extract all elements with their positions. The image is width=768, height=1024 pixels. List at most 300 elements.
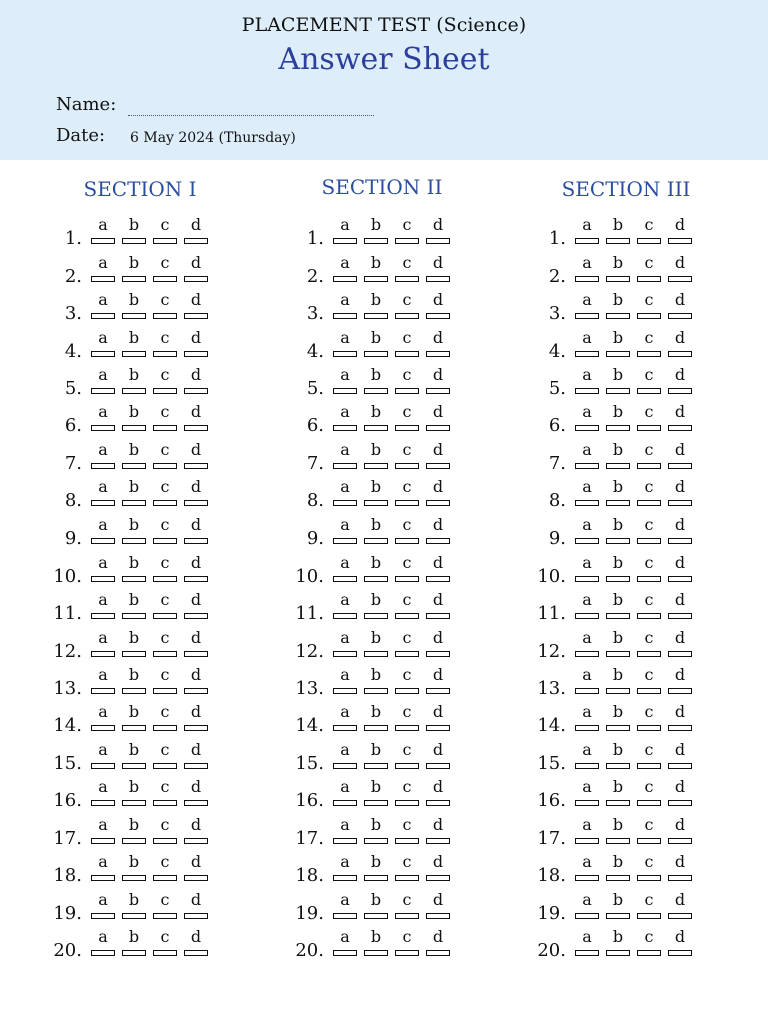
- answer-option-b[interactable]: [364, 667, 388, 697]
- answer-bubble[interactable]: [575, 276, 599, 282]
- answer-bubble[interactable]: [575, 913, 599, 919]
- answer-option-b[interactable]: [606, 592, 630, 622]
- answer-bubble[interactable]: [364, 238, 388, 244]
- answer-bubble[interactable]: [637, 950, 661, 956]
- answer-bubble[interactable]: [153, 688, 177, 694]
- answer-bubble[interactable]: [637, 800, 661, 806]
- answer-bubble[interactable]: [333, 425, 357, 431]
- answer-option-b[interactable]: [606, 517, 630, 547]
- answer-option-b[interactable]: [364, 442, 388, 472]
- answer-option-b[interactable]: [364, 479, 388, 509]
- answer-option-d[interactable]: [668, 592, 692, 622]
- answer-bubble[interactable]: [426, 651, 450, 657]
- answer-option-d[interactable]: [668, 704, 692, 734]
- answer-option-d[interactable]: [426, 442, 450, 472]
- answer-bubble[interactable]: [395, 538, 419, 544]
- answer-bubble[interactable]: [668, 913, 692, 919]
- answer-option-d[interactable]: [668, 630, 692, 660]
- answer-option-b[interactable]: [364, 817, 388, 847]
- answer-bubble[interactable]: [606, 425, 630, 431]
- answer-bubble[interactable]: [122, 800, 146, 806]
- answer-bubble[interactable]: [668, 651, 692, 657]
- answer-bubble[interactable]: [153, 425, 177, 431]
- answer-option-d[interactable]: [426, 779, 450, 809]
- answer-option-b[interactable]: [364, 929, 388, 959]
- answer-option-b[interactable]: [122, 367, 146, 397]
- answer-option-b[interactable]: [606, 555, 630, 585]
- answer-bubble[interactable]: [606, 463, 630, 469]
- answer-option-d[interactable]: [426, 517, 450, 547]
- answer-bubble[interactable]: [575, 500, 599, 506]
- answer-option-a[interactable]: [91, 817, 115, 847]
- answer-option-a[interactable]: [575, 255, 599, 285]
- answer-bubble[interactable]: [333, 538, 357, 544]
- answer-bubble[interactable]: [426, 463, 450, 469]
- answer-bubble[interactable]: [575, 613, 599, 619]
- answer-option-a[interactable]: [333, 592, 357, 622]
- answer-bubble[interactable]: [395, 875, 419, 881]
- answer-option-d[interactable]: [668, 555, 692, 585]
- answer-option-b[interactable]: [364, 292, 388, 322]
- answer-option-a[interactable]: [91, 255, 115, 285]
- answer-bubble[interactable]: [91, 388, 115, 394]
- answer-bubble[interactable]: [668, 500, 692, 506]
- answer-option-c[interactable]: [395, 779, 419, 809]
- answer-option-a[interactable]: [91, 667, 115, 697]
- answer-option-d[interactable]: [184, 929, 208, 959]
- answer-bubble[interactable]: [184, 950, 208, 956]
- answer-bubble[interactable]: [122, 913, 146, 919]
- answer-option-a[interactable]: [575, 854, 599, 884]
- answer-option-d[interactable]: [184, 330, 208, 360]
- answer-bubble[interactable]: [122, 651, 146, 657]
- answer-bubble[interactable]: [91, 313, 115, 319]
- answer-option-b[interactable]: [364, 555, 388, 585]
- answer-bubble[interactable]: [637, 313, 661, 319]
- answer-option-d[interactable]: [668, 479, 692, 509]
- answer-option-b[interactable]: [122, 817, 146, 847]
- answer-bubble[interactable]: [91, 538, 115, 544]
- answer-bubble[interactable]: [606, 838, 630, 844]
- answer-bubble[interactable]: [364, 276, 388, 282]
- answer-option-a[interactable]: [91, 367, 115, 397]
- answer-option-d[interactable]: [184, 367, 208, 397]
- answer-bubble[interactable]: [395, 651, 419, 657]
- answer-bubble[interactable]: [153, 875, 177, 881]
- answer-option-a[interactable]: [575, 892, 599, 922]
- answer-option-b[interactable]: [122, 330, 146, 360]
- answer-option-a[interactable]: [91, 854, 115, 884]
- answer-option-c[interactable]: [395, 217, 419, 247]
- answer-option-b[interactable]: [364, 367, 388, 397]
- answer-bubble[interactable]: [637, 913, 661, 919]
- answer-bubble[interactable]: [575, 538, 599, 544]
- answer-option-b[interactable]: [606, 892, 630, 922]
- answer-bubble[interactable]: [364, 500, 388, 506]
- answer-option-b[interactable]: [364, 892, 388, 922]
- answer-bubble[interactable]: [637, 725, 661, 731]
- answer-option-c[interactable]: [395, 892, 419, 922]
- answer-bubble[interactable]: [395, 425, 419, 431]
- answer-bubble[interactable]: [395, 838, 419, 844]
- answer-bubble[interactable]: [668, 875, 692, 881]
- answer-option-a[interactable]: [575, 929, 599, 959]
- answer-option-a[interactable]: [575, 592, 599, 622]
- answer-option-c[interactable]: [153, 367, 177, 397]
- answer-option-c[interactable]: [153, 892, 177, 922]
- answer-bubble[interactable]: [606, 276, 630, 282]
- answer-option-d[interactable]: [184, 479, 208, 509]
- answer-bubble[interactable]: [364, 763, 388, 769]
- answer-option-a[interactable]: [333, 367, 357, 397]
- answer-bubble[interactable]: [333, 725, 357, 731]
- answer-option-c[interactable]: [637, 667, 661, 697]
- answer-bubble[interactable]: [333, 913, 357, 919]
- answer-bubble[interactable]: [184, 425, 208, 431]
- answer-option-b[interactable]: [364, 779, 388, 809]
- answer-bubble[interactable]: [668, 276, 692, 282]
- answer-bubble[interactable]: [637, 500, 661, 506]
- answer-bubble[interactable]: [91, 800, 115, 806]
- answer-bubble[interactable]: [153, 613, 177, 619]
- answer-bubble[interactable]: [184, 913, 208, 919]
- answer-option-c[interactable]: [637, 367, 661, 397]
- answer-bubble[interactable]: [91, 651, 115, 657]
- answer-option-b[interactable]: [122, 892, 146, 922]
- answer-bubble[interactable]: [575, 238, 599, 244]
- answer-option-c[interactable]: [637, 292, 661, 322]
- answer-option-d[interactable]: [668, 255, 692, 285]
- answer-bubble[interactable]: [668, 838, 692, 844]
- answer-option-d[interactable]: [184, 592, 208, 622]
- answer-option-a[interactable]: [91, 442, 115, 472]
- answer-option-c[interactable]: [637, 742, 661, 772]
- answer-bubble[interactable]: [333, 613, 357, 619]
- answer-option-c[interactable]: [153, 442, 177, 472]
- answer-option-d[interactable]: [426, 667, 450, 697]
- answer-option-c[interactable]: [395, 742, 419, 772]
- answer-option-a[interactable]: [91, 779, 115, 809]
- answer-bubble[interactable]: [153, 576, 177, 582]
- answer-bubble[interactable]: [606, 763, 630, 769]
- answer-option-a[interactable]: [91, 929, 115, 959]
- answer-bubble[interactable]: [668, 313, 692, 319]
- answer-option-a[interactable]: [333, 479, 357, 509]
- answer-bubble[interactable]: [91, 425, 115, 431]
- answer-bubble[interactable]: [122, 538, 146, 544]
- answer-option-c[interactable]: [637, 704, 661, 734]
- answer-option-c[interactable]: [153, 404, 177, 434]
- answer-option-a[interactable]: [575, 442, 599, 472]
- answer-bubble[interactable]: [637, 613, 661, 619]
- answer-option-a[interactable]: [575, 367, 599, 397]
- answer-bubble[interactable]: [91, 351, 115, 357]
- answer-bubble[interactable]: [122, 313, 146, 319]
- answer-option-a[interactable]: [575, 479, 599, 509]
- answer-option-b[interactable]: [122, 592, 146, 622]
- answer-bubble[interactable]: [668, 688, 692, 694]
- answer-bubble[interactable]: [606, 875, 630, 881]
- answer-bubble[interactable]: [153, 388, 177, 394]
- answer-bubble[interactable]: [395, 613, 419, 619]
- answer-option-b[interactable]: [606, 667, 630, 697]
- answer-option-d[interactable]: [426, 404, 450, 434]
- answer-option-c[interactable]: [395, 404, 419, 434]
- answer-option-d[interactable]: [426, 292, 450, 322]
- answer-option-d[interactable]: [668, 517, 692, 547]
- answer-option-c[interactable]: [395, 630, 419, 660]
- answer-option-d[interactable]: [426, 630, 450, 660]
- answer-bubble[interactable]: [184, 838, 208, 844]
- answer-option-c[interactable]: [153, 255, 177, 285]
- answer-option-d[interactable]: [426, 217, 450, 247]
- answer-bubble[interactable]: [575, 875, 599, 881]
- answer-option-a[interactable]: [91, 517, 115, 547]
- answer-bubble[interactable]: [333, 950, 357, 956]
- answer-bubble[interactable]: [637, 351, 661, 357]
- answer-bubble[interactable]: [606, 913, 630, 919]
- answer-bubble[interactable]: [364, 463, 388, 469]
- answer-bubble[interactable]: [668, 463, 692, 469]
- answer-bubble[interactable]: [184, 613, 208, 619]
- answer-bubble[interactable]: [153, 463, 177, 469]
- answer-option-b[interactable]: [606, 217, 630, 247]
- answer-bubble[interactable]: [153, 838, 177, 844]
- answer-option-d[interactable]: [668, 779, 692, 809]
- answer-option-c[interactable]: [153, 217, 177, 247]
- answer-bubble[interactable]: [184, 725, 208, 731]
- answer-option-c[interactable]: [395, 592, 419, 622]
- answer-bubble[interactable]: [122, 688, 146, 694]
- answer-option-c[interactable]: [637, 892, 661, 922]
- answer-option-c[interactable]: [153, 667, 177, 697]
- answer-option-a[interactable]: [91, 404, 115, 434]
- answer-bubble[interactable]: [122, 613, 146, 619]
- answer-option-c[interactable]: [153, 817, 177, 847]
- answer-option-b[interactable]: [122, 404, 146, 434]
- answer-bubble[interactable]: [395, 276, 419, 282]
- answer-option-b[interactable]: [122, 517, 146, 547]
- answer-option-a[interactable]: [575, 742, 599, 772]
- answer-option-a[interactable]: [91, 479, 115, 509]
- answer-option-b[interactable]: [122, 555, 146, 585]
- answer-bubble[interactable]: [637, 276, 661, 282]
- answer-option-a[interactable]: [575, 404, 599, 434]
- answer-bubble[interactable]: [606, 688, 630, 694]
- answer-bubble[interactable]: [668, 576, 692, 582]
- answer-bubble[interactable]: [333, 838, 357, 844]
- answer-option-c[interactable]: [637, 779, 661, 809]
- answer-bubble[interactable]: [395, 913, 419, 919]
- answer-option-b[interactable]: [122, 704, 146, 734]
- answer-option-d[interactable]: [426, 704, 450, 734]
- answer-option-a[interactable]: [333, 630, 357, 660]
- answer-option-c[interactable]: [395, 854, 419, 884]
- answer-bubble[interactable]: [606, 500, 630, 506]
- answer-option-c[interactable]: [395, 667, 419, 697]
- answer-bubble[interactable]: [153, 725, 177, 731]
- answer-option-c[interactable]: [153, 854, 177, 884]
- answer-bubble[interactable]: [575, 950, 599, 956]
- answer-option-b[interactable]: [606, 630, 630, 660]
- answer-option-a[interactable]: [333, 704, 357, 734]
- answer-option-d[interactable]: [426, 479, 450, 509]
- answer-option-b[interactable]: [364, 592, 388, 622]
- answer-bubble[interactable]: [364, 613, 388, 619]
- answer-bubble[interactable]: [364, 838, 388, 844]
- answer-option-d[interactable]: [426, 367, 450, 397]
- answer-bubble[interactable]: [668, 725, 692, 731]
- answer-bubble[interactable]: [333, 651, 357, 657]
- answer-bubble[interactable]: [122, 725, 146, 731]
- answer-option-c[interactable]: [637, 817, 661, 847]
- answer-option-d[interactable]: [184, 854, 208, 884]
- answer-option-c[interactable]: [395, 817, 419, 847]
- answer-bubble[interactable]: [333, 875, 357, 881]
- answer-option-c[interactable]: [153, 517, 177, 547]
- answer-option-d[interactable]: [668, 667, 692, 697]
- answer-option-a[interactable]: [333, 330, 357, 360]
- answer-bubble[interactable]: [364, 950, 388, 956]
- answer-option-d[interactable]: [184, 704, 208, 734]
- answer-option-b[interactable]: [606, 929, 630, 959]
- answer-bubble[interactable]: [426, 238, 450, 244]
- answer-option-a[interactable]: [91, 630, 115, 660]
- answer-option-b[interactable]: [364, 742, 388, 772]
- answer-bubble[interactable]: [668, 351, 692, 357]
- answer-bubble[interactable]: [364, 800, 388, 806]
- answer-option-a[interactable]: [333, 929, 357, 959]
- answer-option-c[interactable]: [395, 929, 419, 959]
- answer-option-a[interactable]: [575, 217, 599, 247]
- answer-bubble[interactable]: [606, 800, 630, 806]
- answer-option-a[interactable]: [575, 517, 599, 547]
- answer-bubble[interactable]: [364, 651, 388, 657]
- answer-bubble[interactable]: [153, 538, 177, 544]
- answer-option-d[interactable]: [184, 292, 208, 322]
- answer-option-c[interactable]: [395, 704, 419, 734]
- answer-bubble[interactable]: [184, 576, 208, 582]
- answer-bubble[interactable]: [122, 500, 146, 506]
- answer-option-c[interactable]: [637, 330, 661, 360]
- answer-option-d[interactable]: [184, 892, 208, 922]
- answer-bubble[interactable]: [637, 463, 661, 469]
- answer-bubble[interactable]: [395, 388, 419, 394]
- answer-bubble[interactable]: [575, 463, 599, 469]
- answer-option-a[interactable]: [333, 667, 357, 697]
- answer-option-c[interactable]: [153, 742, 177, 772]
- answer-bubble[interactable]: [91, 838, 115, 844]
- answer-bubble[interactable]: [91, 725, 115, 731]
- answer-option-c[interactable]: [637, 592, 661, 622]
- answer-bubble[interactable]: [575, 425, 599, 431]
- answer-option-a[interactable]: [91, 555, 115, 585]
- answer-bubble[interactable]: [426, 950, 450, 956]
- answer-bubble[interactable]: [91, 688, 115, 694]
- answer-bubble[interactable]: [333, 238, 357, 244]
- answer-bubble[interactable]: [333, 500, 357, 506]
- answer-option-a[interactable]: [91, 892, 115, 922]
- answer-bubble[interactable]: [395, 800, 419, 806]
- answer-option-c[interactable]: [153, 929, 177, 959]
- answer-bubble[interactable]: [91, 500, 115, 506]
- answer-option-b[interactable]: [122, 630, 146, 660]
- answer-bubble[interactable]: [364, 913, 388, 919]
- answer-bubble[interactable]: [364, 688, 388, 694]
- answer-option-a[interactable]: [333, 442, 357, 472]
- answer-option-a[interactable]: [575, 630, 599, 660]
- answer-bubble[interactable]: [395, 313, 419, 319]
- answer-option-a[interactable]: [333, 817, 357, 847]
- answer-bubble[interactable]: [122, 425, 146, 431]
- answer-bubble[interactable]: [426, 688, 450, 694]
- answer-bubble[interactable]: [637, 651, 661, 657]
- answer-bubble[interactable]: [426, 351, 450, 357]
- answer-option-b[interactable]: [122, 854, 146, 884]
- answer-option-d[interactable]: [184, 630, 208, 660]
- answer-bubble[interactable]: [606, 950, 630, 956]
- answer-bubble[interactable]: [91, 875, 115, 881]
- answer-bubble[interactable]: [122, 950, 146, 956]
- answer-bubble[interactable]: [184, 276, 208, 282]
- answer-bubble[interactable]: [668, 538, 692, 544]
- answer-bubble[interactable]: [575, 651, 599, 657]
- answer-bubble[interactable]: [637, 388, 661, 394]
- answer-bubble[interactable]: [333, 763, 357, 769]
- answer-option-a[interactable]: [575, 292, 599, 322]
- answer-bubble[interactable]: [606, 388, 630, 394]
- answer-bubble[interactable]: [606, 576, 630, 582]
- answer-bubble[interactable]: [575, 351, 599, 357]
- answer-bubble[interactable]: [426, 388, 450, 394]
- answer-bubble[interactable]: [184, 763, 208, 769]
- answer-bubble[interactable]: [426, 725, 450, 731]
- answer-option-b[interactable]: [606, 817, 630, 847]
- answer-bubble[interactable]: [122, 238, 146, 244]
- answer-bubble[interactable]: [333, 463, 357, 469]
- answer-bubble[interactable]: [184, 800, 208, 806]
- answer-bubble[interactable]: [122, 576, 146, 582]
- answer-bubble[interactable]: [668, 425, 692, 431]
- answer-option-d[interactable]: [184, 667, 208, 697]
- answer-bubble[interactable]: [364, 576, 388, 582]
- answer-bubble[interactable]: [122, 276, 146, 282]
- answer-bubble[interactable]: [333, 688, 357, 694]
- answer-option-a[interactable]: [91, 217, 115, 247]
- answer-bubble[interactable]: [395, 500, 419, 506]
- answer-option-a[interactable]: [575, 779, 599, 809]
- answer-bubble[interactable]: [395, 351, 419, 357]
- answer-option-d[interactable]: [668, 442, 692, 472]
- answer-option-c[interactable]: [637, 929, 661, 959]
- answer-bubble[interactable]: [153, 313, 177, 319]
- answer-bubble[interactable]: [153, 238, 177, 244]
- answer-bubble[interactable]: [364, 313, 388, 319]
- answer-bubble[interactable]: [668, 238, 692, 244]
- answer-option-a[interactable]: [91, 330, 115, 360]
- answer-option-a[interactable]: [91, 742, 115, 772]
- answer-bubble[interactable]: [184, 313, 208, 319]
- answer-option-b[interactable]: [606, 330, 630, 360]
- answer-bubble[interactable]: [91, 913, 115, 919]
- answer-bubble[interactable]: [426, 838, 450, 844]
- answer-option-b[interactable]: [606, 742, 630, 772]
- answer-option-c[interactable]: [637, 404, 661, 434]
- answer-option-a[interactable]: [333, 255, 357, 285]
- answer-option-d[interactable]: [426, 255, 450, 285]
- answer-option-b[interactable]: [122, 742, 146, 772]
- answer-option-c[interactable]: [153, 592, 177, 622]
